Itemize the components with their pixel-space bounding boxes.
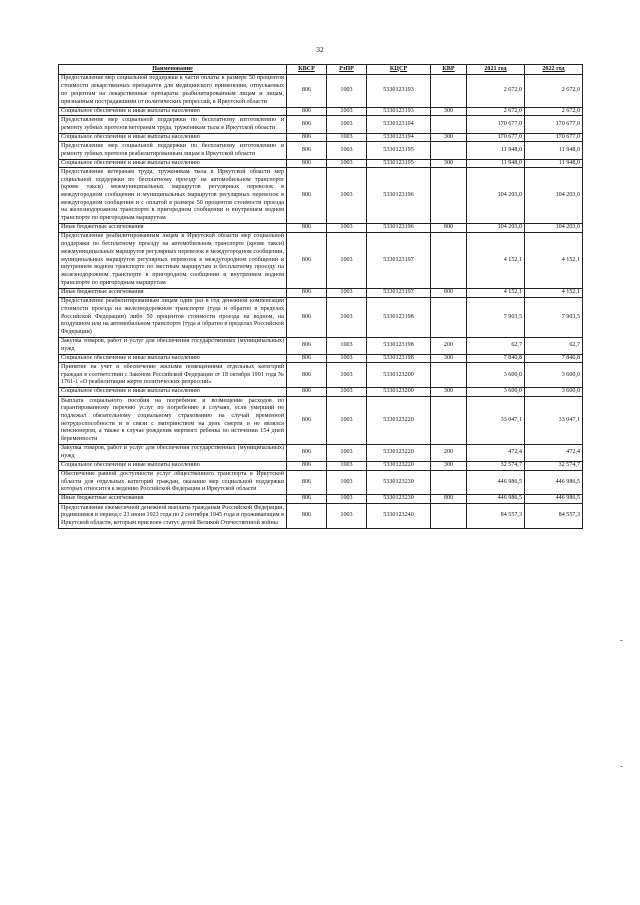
row-amount-2021-cell: 11 948,0: [467, 159, 525, 168]
row-kvr-cell: 200: [431, 338, 467, 354]
row-amount-2021-cell: 170 677,0: [467, 133, 525, 142]
row-amount-2021-cell: 2 672,0: [467, 107, 525, 116]
table-row: [59, 116, 583, 133]
row-kvsr-cell: 806: [287, 504, 327, 529]
row-amount-2022-cell: 4 152,1: [525, 233, 583, 289]
row-kvr-cell: [431, 75, 467, 108]
column-header-2021: 2021 год: [467, 65, 525, 75]
row-kcsr-cell: 5330123195: [367, 142, 431, 159]
row-amount-2021-cell: 3 600,0: [467, 388, 525, 397]
row-kvr-cell: 300: [431, 388, 467, 397]
row-kcsr-cell: 5330123198: [367, 354, 431, 363]
margin-mark: [620, 766, 623, 767]
table-row: [59, 133, 583, 142]
table-row: [59, 297, 583, 337]
row-kcsr-cell: 5330123193: [367, 107, 431, 116]
row-amount-2021-cell: 62,7: [467, 338, 525, 354]
table-row: [59, 461, 583, 470]
row-amount-2021-cell: 170 677,0: [467, 116, 525, 133]
row-kvr-cell: 300: [431, 107, 467, 116]
row-name-cell: Предоставление ежемесячной денежной выплаты гражданам Российской Федерации, родившимся в период с 23 июня 1923 года по 2 сентября 1945 года и проживающим в Иркутской области, которым присвоен статус детей Великой Отечественной войны: [59, 504, 287, 529]
row-amount-2022-cell: 3 600,0: [525, 388, 583, 397]
row-amount-2021-cell: 446 986,5: [467, 495, 525, 504]
row-rzpr-cell: 1003: [327, 363, 367, 388]
row-kvr-cell: [431, 363, 467, 388]
row-kvsr-cell: 806: [287, 388, 327, 397]
row-kcsr-cell: 5330123200: [367, 363, 431, 388]
row-amount-2022-cell: 7 840,8: [525, 354, 583, 363]
row-rzpr-cell: 1003: [327, 297, 367, 337]
row-rzpr-cell: 1003: [327, 354, 367, 363]
row-kvr-cell: 300: [431, 461, 467, 470]
table-row: [59, 159, 583, 168]
table-row: [59, 107, 583, 116]
row-kvsr-cell: 806: [287, 397, 327, 445]
row-kcsr-cell: 5330123230: [367, 470, 431, 495]
row-kcsr-cell: 5330123240: [367, 504, 431, 529]
row-rzpr-cell: 1003: [327, 495, 367, 504]
row-kvr-cell: [431, 397, 467, 445]
row-amount-2022-cell: 446 986,5: [525, 470, 583, 495]
row-kvsr-cell: 806: [287, 445, 327, 461]
row-rzpr-cell: 1003: [327, 504, 367, 529]
row-name-cell: Предоставление мер социальной поддержки по бесплатному изготовлению и ремонту зубных протезов ветеранам труда, труженикам тыла в Иркутской области: [59, 116, 287, 133]
row-name-cell: Социальное обеспечение и иные выплаты населению: [59, 107, 287, 116]
row-rzpr-cell: 1003: [327, 289, 367, 298]
row-amount-2021-cell: 7 903,5: [467, 297, 525, 337]
row-kcsr-cell: 5330123194: [367, 116, 431, 133]
row-kvsr-cell: 806: [287, 142, 327, 159]
row-amount-2021-cell: 104 203,0: [467, 168, 525, 224]
row-amount-2022-cell: 104 203,0: [525, 224, 583, 233]
row-amount-2022-cell: 4 152,1: [525, 289, 583, 298]
row-name-cell: Иные бюджетные ассигнования: [59, 224, 287, 233]
row-rzpr-cell: 1003: [327, 461, 367, 470]
row-kcsr-cell: 5330123193: [367, 75, 431, 108]
row-amount-2022-cell: 3 600,0: [525, 363, 583, 388]
table-row: [59, 168, 583, 224]
column-header-kvsr: КВСР: [287, 65, 327, 75]
row-kcsr-cell: 5330123220: [367, 461, 431, 470]
row-name-cell: Иные бюджетные ассигнования: [59, 495, 287, 504]
table-row: [59, 470, 583, 495]
row-amount-2021-cell: 84 557,3: [467, 504, 525, 529]
row-kvsr-cell: 806: [287, 289, 327, 298]
table-row: [59, 289, 583, 298]
table-row: [59, 363, 583, 388]
row-kvr-cell: 800: [431, 224, 467, 233]
row-amount-2022-cell: 11 948,0: [525, 159, 583, 168]
row-amount-2022-cell: 7 903,5: [525, 297, 583, 337]
row-rzpr-cell: 1003: [327, 168, 367, 224]
row-rzpr-cell: 1003: [327, 445, 367, 461]
column-header-name: Наименование: [59, 65, 287, 75]
row-name-cell: Предоставление ветеранам труда, труженикам тыла в Иркутской области мер социальной поддержки по бесплатному проезду на автомобильном транспорте (кроме такси) межмуниципальных маршрутов регулярных перевозок в междугородном сообщении и муниципальных маршрутов регулярных перевозок в междугородном сообщении и с оплатой в размере 50 процентов стоимости проезда на железнодорожном транспорте в пригородном сообщении и внутреннем водном транспорте по пригородным маршрутам: [59, 168, 287, 224]
row-name-cell: Выплата социального пособия на погребение и возмещение расходов по гарантированному перечню услуг по погребению в случаях, если умерший не подлежал обязательному социальному страхованию на случай временной нетрудоспособности и в связи с материнством на день смерти и не являлся пенсионером, а также в случае рождения мертвого ребенка по истечении 154 дней беременности: [59, 397, 287, 445]
row-kcsr-cell: 5330123230: [367, 495, 431, 504]
row-amount-2021-cell: 104 203,0: [467, 224, 525, 233]
budget-table: [58, 64, 583, 529]
row-amount-2022-cell: 33 047,1: [525, 397, 583, 445]
row-kcsr-cell: 5330123197: [367, 233, 431, 289]
row-amount-2022-cell: 2 672,0: [525, 75, 583, 108]
row-kvsr-cell: 806: [287, 75, 327, 108]
row-kvsr-cell: 806: [287, 133, 327, 142]
row-kvr-cell: 200: [431, 445, 467, 461]
row-kvr-cell: 800: [431, 289, 467, 298]
row-kvsr-cell: 806: [287, 168, 327, 224]
row-kvsr-cell: 806: [287, 116, 327, 133]
row-kcsr-cell: 5330123197: [367, 289, 431, 298]
row-name-cell: Закупка товаров, работ и услуг для обеспечения государственных (муниципальных) нужд: [59, 445, 287, 461]
column-header-2022: 2022 год: [525, 65, 583, 75]
row-amount-2021-cell: 11 948,0: [467, 142, 525, 159]
row-kcsr-cell: 5330123220: [367, 397, 431, 445]
row-kvsr-cell: 806: [287, 159, 327, 168]
row-kcsr-cell: 5330123198: [367, 297, 431, 337]
row-amount-2021-cell: 2 672,0: [467, 75, 525, 108]
row-amount-2021-cell: 33 047,1: [467, 397, 525, 445]
row-name-cell: Предоставление мер социальной поддержки по бесплатному изготовлению и ремонту зубных протезов реабилитированным лицам в Иркутской области: [59, 142, 287, 159]
row-amount-2022-cell: 170 677,0: [525, 116, 583, 133]
table-row: [59, 397, 583, 445]
table-row: [59, 388, 583, 397]
row-amount-2021-cell: 446 986,5: [467, 470, 525, 495]
table-row: [59, 445, 583, 461]
row-rzpr-cell: 1003: [327, 133, 367, 142]
row-name-cell: Иные бюджетные ассигнования: [59, 289, 287, 298]
row-kvr-cell: 800: [431, 495, 467, 504]
table-row: [59, 75, 583, 108]
row-amount-2021-cell: 32 574,7: [467, 461, 525, 470]
row-kvr-cell: [431, 504, 467, 529]
row-name-cell: Закупка товаров, работ и услуг для обеспечения государственных (муниципальных) нужд: [59, 338, 287, 354]
row-name-cell: Предоставление реабилитированным лицам в Иркутской области мер социальной поддержки по бесплатному проезду на автомобильном транспорте (кроме такси) межмуниципальных маршрутов регулярных перевозок в междугородном сообщении, муниципальных маршрутов регулярных перевозок в междугородном сообщении и внутреннем водном транспорте по местным маршрутам и бесплатному проезду на железнодорожном транспорте в пригородном сообщении и внутреннем водном транспорте по пригородным маршрутам: [59, 233, 287, 289]
row-kvr-cell: [431, 142, 467, 159]
table-row: [59, 338, 583, 354]
row-kcsr-cell: 5330123200: [367, 388, 431, 397]
row-kvr-cell: 300: [431, 133, 467, 142]
row-name-cell: Принятие на учет и обеспечение жилыми помещениями отдельных категорий граждан в соответствии с Законом Российской Федерации от 18 октября 1991 года № 1761-1 «О реабилитации жертв политических репрессий»: [59, 363, 287, 388]
row-kvr-cell: 300: [431, 354, 467, 363]
row-kvsr-cell: 806: [287, 363, 327, 388]
row-name-cell: Социальное обеспечение и иные выплаты населению: [59, 354, 287, 363]
row-name-cell: Обеспечение равной доступности услуг общественного транспорта в Иркутской области для отдельных категорий граждан, оказание мер социальной поддержки которых относится к ведению Российской Федерации и Иркутской области: [59, 470, 287, 495]
table-row: [59, 354, 583, 363]
table-row: [59, 504, 583, 529]
row-name-cell: Предоставление мер социальной поддержки в части оплаты в размере 50 процентов стоимости лекарственных препаратов для медицинского применения, отпускаемых по рецептам на лекарственные препараты реабилитированным лицам и лицам, признанным пострадавшими от политических репрессий, в Иркутской области: [59, 75, 287, 108]
row-kvsr-cell: 806: [287, 470, 327, 495]
row-rzpr-cell: 1003: [327, 388, 367, 397]
row-kcsr-cell: 5330123196: [367, 168, 431, 224]
page-number: 32: [316, 45, 324, 54]
row-name-cell: Предоставление реабилитированным лицам один раз в год денежной компенсации стоимости проезда на железнодорожном транспорте (туда и обратно в пределах Российской Федерации) либо 50 процентов стоимости проезда на водном, на воздушном или на автомобильном транспорте (туда и обратно в пределах Российской Федерации): [59, 297, 287, 337]
table-row: [59, 224, 583, 233]
row-rzpr-cell: 1003: [327, 142, 367, 159]
row-amount-2021-cell: 7 840,8: [467, 354, 525, 363]
row-kcsr-cell: 5330123194: [367, 133, 431, 142]
row-amount-2021-cell: 4 152,1: [467, 289, 525, 298]
row-amount-2022-cell: 62,7: [525, 338, 583, 354]
row-rzpr-cell: 1003: [327, 224, 367, 233]
header-row: [59, 65, 583, 75]
row-kvsr-cell: 806: [287, 107, 327, 116]
row-kvsr-cell: 806: [287, 233, 327, 289]
row-rzpr-cell: 1003: [327, 233, 367, 289]
row-kvsr-cell: 806: [287, 461, 327, 470]
margin-mark: [620, 640, 623, 641]
table-body: [59, 75, 583, 529]
row-amount-2021-cell: 4 152,1: [467, 233, 525, 289]
table-row: [59, 233, 583, 289]
row-kcsr-cell: 5330123196: [367, 224, 431, 233]
row-kvr-cell: [431, 297, 467, 337]
row-kvr-cell: [431, 470, 467, 495]
row-name-cell: Социальное обеспечение и иные выплаты населению: [59, 133, 287, 142]
row-rzpr-cell: 1003: [327, 75, 367, 108]
row-kvsr-cell: 806: [287, 354, 327, 363]
row-kvsr-cell: 806: [287, 224, 327, 233]
row-kvsr-cell: 806: [287, 495, 327, 504]
column-header-kvr: КВР: [431, 65, 467, 75]
row-amount-2022-cell: 11 948,0: [525, 142, 583, 159]
row-rzpr-cell: 1003: [327, 116, 367, 133]
row-kvsr-cell: 806: [287, 297, 327, 337]
row-kcsr-cell: 5330123198: [367, 338, 431, 354]
table-row: [59, 495, 583, 504]
row-kvr-cell: [431, 116, 467, 133]
row-amount-2022-cell: 170 677,0: [525, 133, 583, 142]
column-header-kcsr: КЦСР: [367, 65, 431, 75]
column-header-rzpr: РзПР: [327, 65, 367, 75]
row-rzpr-cell: 1003: [327, 107, 367, 116]
row-amount-2022-cell: 104 203,0: [525, 168, 583, 224]
row-kcsr-cell: 5330123195: [367, 159, 431, 168]
row-kcsr-cell: 5330123220: [367, 445, 431, 461]
row-kvsr-cell: 806: [287, 338, 327, 354]
row-amount-2022-cell: 84 557,3: [525, 504, 583, 529]
table-row: [59, 142, 583, 159]
row-kvr-cell: 300: [431, 159, 467, 168]
row-amount-2021-cell: 3 600,0: [467, 363, 525, 388]
row-amount-2022-cell: 2 672,0: [525, 107, 583, 116]
row-rzpr-cell: 1003: [327, 397, 367, 445]
row-name-cell: Социальное обеспечение и иные выплаты населению: [59, 159, 287, 168]
row-name-cell: Социальное обеспечение и иные выплаты населению: [59, 388, 287, 397]
row-amount-2022-cell: 32 574,7: [525, 461, 583, 470]
row-rzpr-cell: 1003: [327, 470, 367, 495]
row-kvr-cell: [431, 233, 467, 289]
row-rzpr-cell: 1003: [327, 338, 367, 354]
row-name-cell: Социальное обеспечение и иные выплаты населению: [59, 461, 287, 470]
row-amount-2021-cell: 472,4: [467, 445, 525, 461]
row-amount-2022-cell: 446 986,5: [525, 495, 583, 504]
row-amount-2022-cell: 472,4: [525, 445, 583, 461]
row-kvr-cell: [431, 168, 467, 224]
row-rzpr-cell: 1003: [327, 159, 367, 168]
